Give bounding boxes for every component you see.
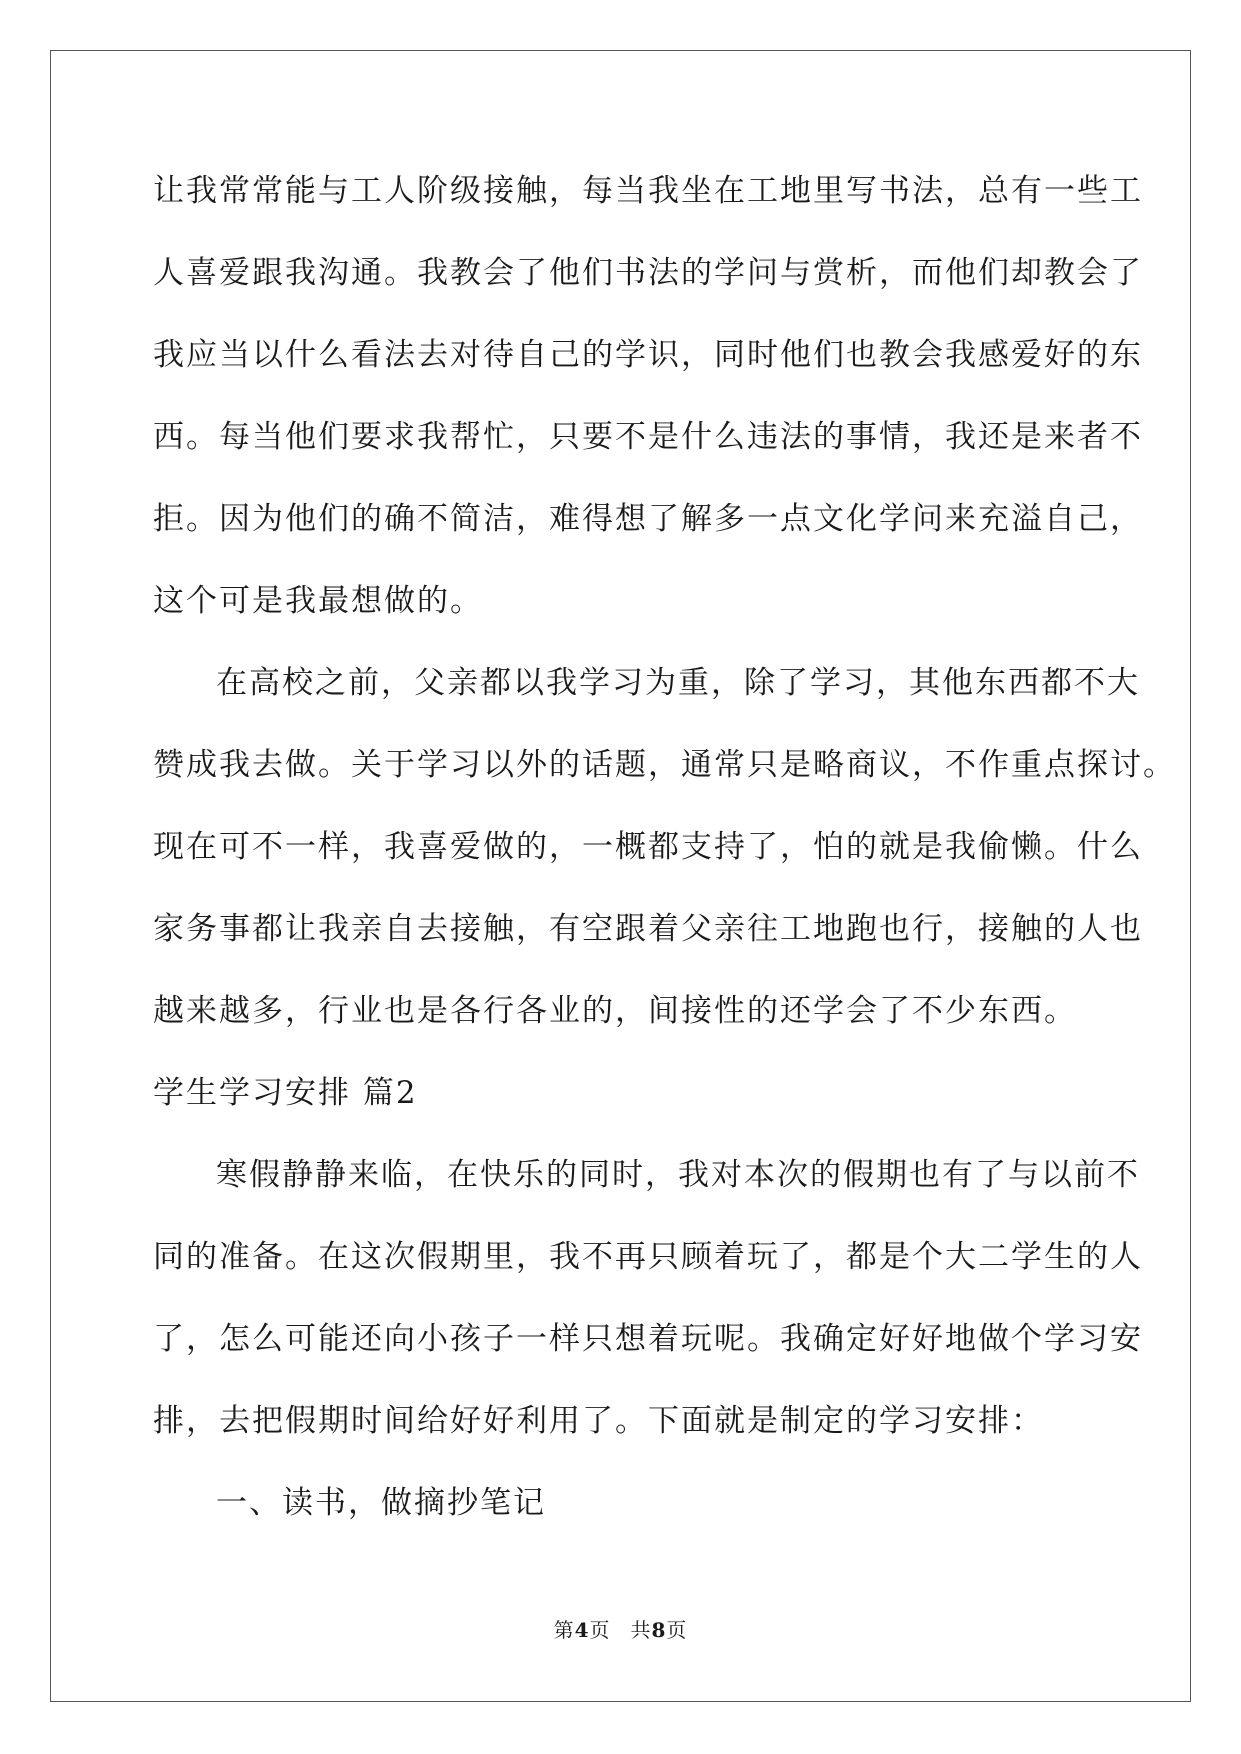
paragraph-line: 这个可是我最想做的。	[153, 583, 483, 619]
page-suffix: 页	[589, 1618, 611, 1642]
paragraph-line: 排，去把假期时间给好好利用了。下面就是制定的学习安排：	[153, 1403, 1044, 1439]
paragraph-line: 家务事都让我亲自去接触，有空跟着父亲往工地跑也行，接触的人也	[153, 911, 1143, 947]
paragraph-line: 人喜爱跟我沟通。我教会了他们书法的学问与赏析，而他们却教会了	[153, 255, 1143, 291]
total-suffix: 页	[666, 1618, 688, 1642]
document-body	[153, 150, 1176, 1544]
total-prefix: 共	[630, 1618, 652, 1642]
page-prefix: 第	[553, 1618, 575, 1642]
paragraph-line: 赞成我去做。关于学习以外的话题，通常只是略商议，不作重点探讨。	[153, 747, 1176, 783]
paragraph-line: 寒假静静来临，在快乐的同时，我对本次的假期也有了与以前不	[216, 1157, 1140, 1193]
page-number: 4	[574, 1618, 590, 1642]
paragraph-line: 同的准备。在这次假期里，我不再只顾着玩了，都是个大二学生的人	[153, 1239, 1143, 1275]
paragraph-line: 在高校之前，父亲都以我学习为重，除了学习，其他东西都不大	[216, 665, 1140, 701]
paragraph-line: 西。每当他们要求我帮忙，只要不是什么违法的事情，我还是来者不	[153, 419, 1143, 455]
paragraph-line: 拒。因为他们的确不简洁，难得想了解多一点文化学问来充溢自己，	[153, 501, 1143, 537]
paragraph-line: 越来越多，行业也是各行各业的，间接性的还学会了不少东西。	[153, 993, 1077, 1029]
list-item: 一、读书，做摘抄笔记	[216, 1485, 546, 1521]
paragraph-line: 了，怎么可能还向小孩子一样只想着玩呢。我确定好好地做个学习安	[153, 1321, 1143, 1357]
paragraph-line: 我应当以什么看法去对待自己的学识，同时他们也教会我感爱好的东	[153, 337, 1143, 373]
section-heading: 学生学习安排 篇2	[153, 1075, 418, 1111]
total-pages: 8	[651, 1618, 667, 1642]
page-footer	[0, 1614, 1241, 1643]
paragraph-line: 让我常常能与工人阶级接触，每当我坐在工地里写书法，总有一些工	[153, 173, 1143, 209]
paragraph-line: 现在可不一样，我喜爱做的，一概都支持了，怕的就是我偷懒。什么	[153, 829, 1143, 865]
